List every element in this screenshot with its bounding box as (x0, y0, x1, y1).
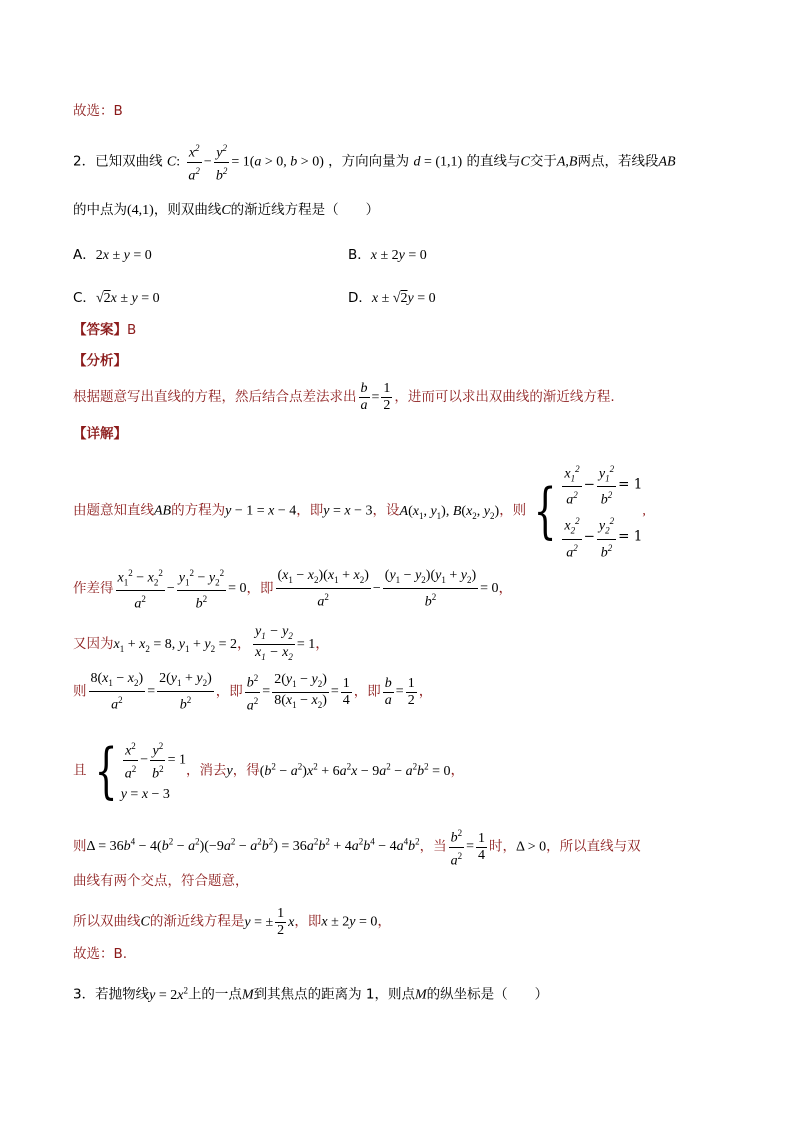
option-c: C．√2x ± y = 0 (73, 290, 160, 306)
detail-tag: 【详解】 (73, 426, 127, 442)
option-d: D．x ± √2y = 0 (348, 290, 436, 306)
detail-line-2: 作差得 $\frac{x_1^2 - x_2^2}{a^2}$ − $\frac{y_1^2 - y_2^2}{b^2}$ = 0，即 $\frac{(x_1 - x_2)(x_1 + x_2)}{a^2}$ − $\frac{(y_1 - y_2)(y_1 + y_2)}{b^2}$ = 0， (73, 565, 513, 613)
q2-line2-c: 的渐近线方程是（ ） (230, 202, 380, 218)
q2-line2-a: 的中点为 (73, 202, 127, 218)
detail-line-4: 则 $\frac{8(x_1 - x_2)}{a^2}$ = $\frac{2(y_1 + y_2)}{b^2}$ ，即 $\frac{b^2}{a^2}$ = $\frac{2(y_1 - y_2)}{8(x_1 - x_2)}$ = $\frac{1}{4}$ ，即 $\frac{b}{a}$ = $\frac{1}{2}$ ， (73, 670, 433, 714)
detail-line-7: 曲线有两个交点，符合题意， (73, 873, 249, 889)
math-x2-a2: $\frac{x^2}{a^2}$ (186, 140, 202, 184)
answer-line (73, 321, 136, 339)
final-answer: 故选：B. (73, 946, 128, 962)
math-vector-d: d (413, 154, 421, 170)
q2-lead: 2．已知双曲线 (73, 153, 163, 170)
detail-line-8: 所以双曲线C的渐近线方程是y = ± $\frac{1}{2}$ x，即x ± 2y = 0， (73, 906, 392, 938)
detail-line-1: 由题意知直线AB的方程为y − 1 = x − 4，即y = x − 3，设$A(x_1$, $y_1$), $B(x_2$, $y_2$)，则 { $\frac{x_1^2}{a^2}$ − $\frac{y_1^2}{b^2}$ = 1 $\frac{x_2^2}{a^2}$ − $\frac{y_2^2}{b^2}$ = 1 , (73, 461, 646, 561)
q2-line2-b: ，则双曲线 (153, 202, 222, 218)
q2-vec-text: 的直线与 (466, 153, 521, 170)
analysis-text: 根据题意写出直线的方程，然后结合点差法求出 $\frac{b}{a}$ = $\frac{1}{2}$ ，进而可以求出双曲线的渐近线方程. (73, 381, 615, 413)
answer-value: B (127, 322, 137, 338)
option-b: B．x ± 2y = 0 (348, 247, 427, 263)
question-2-stem-line2: 的中点为(4,1)，则双曲线C的渐近线方程是（ ） (73, 202, 380, 218)
answer-tag: 【答案】 (73, 322, 127, 338)
q2-cross-text: 交于 (529, 153, 557, 170)
detail-line-6: 则$\Delta = 36b^4 - 4(b^2 - a^2)(-9a^2 - a^2b^2) = 36a^2b^2 + 4a^2b^4 - 4a^4b^2$，当 $\frac{b^2}{a^2}$ = $\frac{1}{4}$ 时，Δ > 0，所以直线与双 (73, 825, 641, 869)
previous-answer: 故选：B (73, 103, 123, 119)
math-y2-b2: $\frac{y^2}{b^2}$ (214, 140, 230, 184)
detail-line-3: 又因为$x_1 + x_2 = 8$, $y_1 + y_2 = 2$， $\frac{y_1 - y_2}{x_1 - x_2}$ = 1， (73, 624, 330, 662)
q2-points-text: 两点，若线段 (577, 153, 659, 170)
detail-line-5: 且 { $\frac{x^2}{a^2}$ − $\frac{y^2}{b^2}$ = 1 y = x − 3 ，消去y，得$(b^2 - a^2)x^2 + 6a^2x - 9a^2 - a^2b^2 = 0$， (73, 736, 465, 807)
option-a: A．2x ± y = 0 (73, 247, 152, 263)
math-C: C (166, 154, 177, 170)
q2-curve-text: ，方向向量为 (328, 153, 410, 170)
question-3-stem: 3．若抛物线$y = 2x^2$上的一点M到其焦点的距离为 1，则点M的纵坐标是（ ） (73, 985, 549, 1003)
question-2-stem-line1: 2．已知双曲线 C: $\frac{x^2}{a^2}$ − $\frac{y^2}{b^2}$ = 1(a > 0, b > 0) ，方向向量为 d = (1,1) 的直线与C交于A,B两点，若线段AB (73, 140, 676, 184)
analysis-tag: 【分析】 (73, 353, 127, 369)
